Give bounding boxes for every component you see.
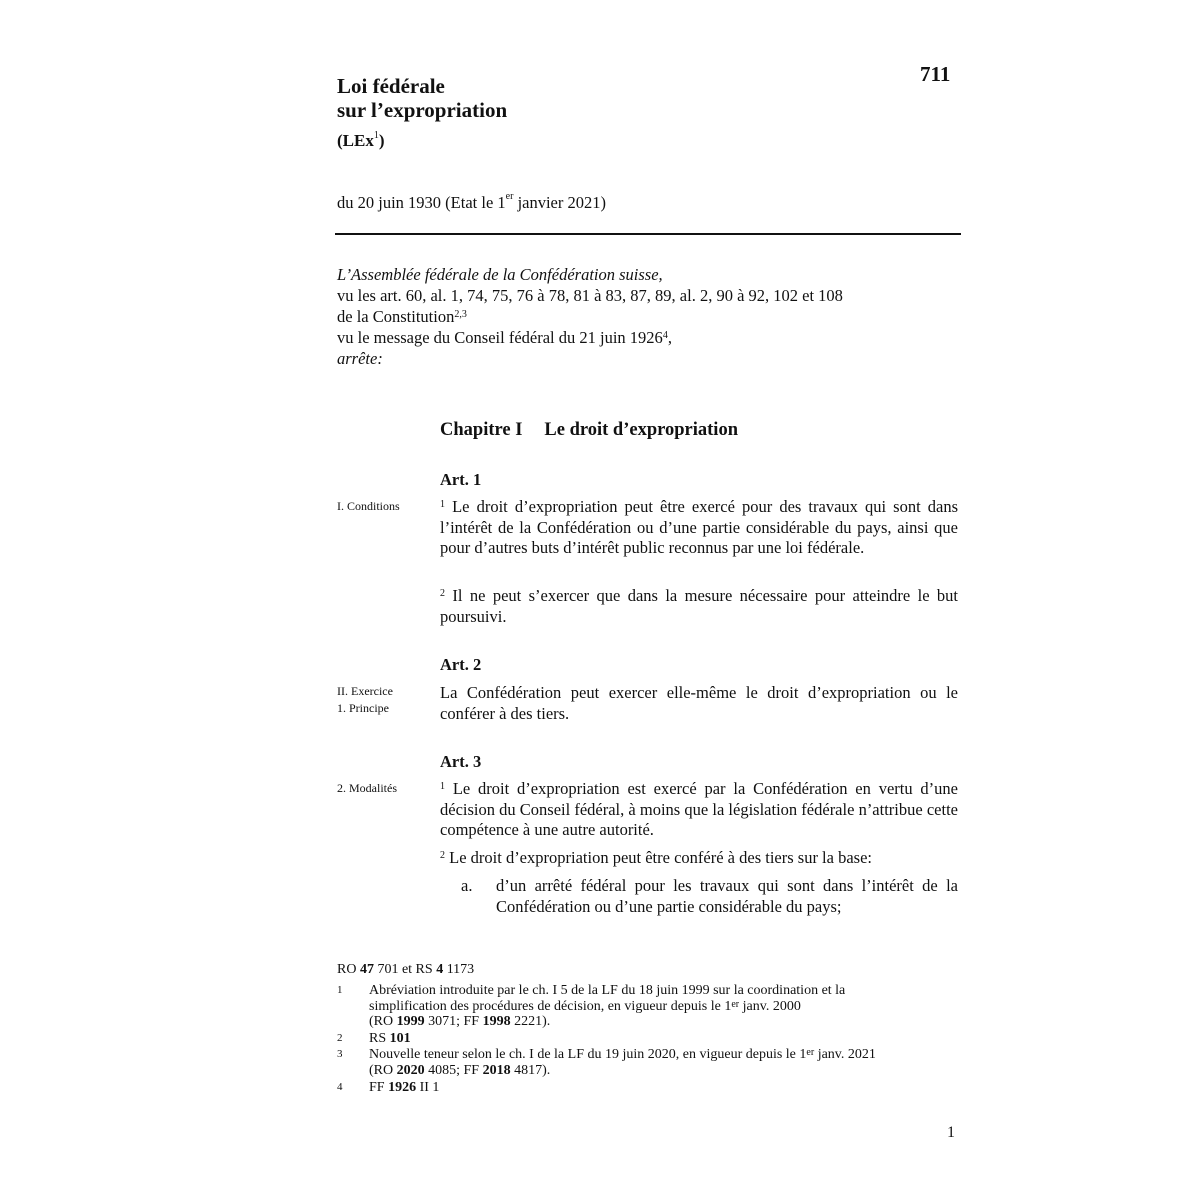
margin-note: I. Conditions [337,499,400,513]
article-paragraph: $^1$ Le droit d’expropriation est exercé par la Confédération en vertu d’une décision du Conseil fédéral, à moins que la législation fédérale n’attribue cette compétence à une autre autorité. [440,779,958,839]
preamble-line: de la Constitution$^{2,3}$ [337,307,467,326]
article-heading: Art. 1 [440,470,482,489]
footnote-ref[interactable]: 1 [373,130,379,141]
margin-note: 2. Modalités [337,781,397,795]
preamble-decree: arrête: [337,349,383,368]
article-paragraph: $^2$ Le droit d’expropriation peut être conféré à des tiers sur la base: [440,848,872,867]
footnote: 1 Abréviation introduite par le ch. I 5 de la LF du 18 juin 1999 sur la coordination et la simplification des procédures de décision, en vigueur depuis le 1er janv. 2000 (RO 1999 3071; FF 1998 2221). [337,983,846,1029]
chapter-heading: Chapitre I Le droit d’expropriation [440,420,738,440]
page-number: 1 [947,1124,955,1141]
article-paragraph: La Confédération peut exercer elle-même le droit d’expropriation ou le conférer à des tiers. [440,683,958,723]
margin-note: II. Exercice 1. Principe [337,684,393,715]
rs-number: 711 [920,62,951,86]
footnote: 2 RS 101 [337,1031,411,1046]
preamble-assembly: L’Assemblée fédérale de la Confédération suisse, [337,265,663,284]
footnote-ref[interactable]: 4 [662,330,668,341]
article-heading: Art. 3 [440,752,482,771]
article-paragraph: $^1$ Le droit d’expropriation peut être exercé pour des travaux qui sont dans l’intérêt de la Confédération ou d’une partie considérable du pays, ainsi que pour d’autres buts d’intérêt public reconnus par une loi fédérale. [440,497,958,557]
footnote-ref[interactable]: 2,3 [454,309,467,320]
list-item: a. d’un arrêté fédéral pour les travaux qui sont dans l’intérêt de la Confédération ou d’une partie considérable du pays; [461,876,958,916]
article-paragraph: $^2$ Il ne peut s’exercer que dans la mesure nécessaire pour atteindre le but poursuivi. [440,586,958,626]
preamble-line: vu le message du Conseil fédéral du 21 juin 1926$^4$, [337,328,672,347]
preamble-line: vu les art. 60, al. 1, 74, 75, 76 à 78, 81 à 83, 87, 89, al. 2, 90 à 92, 102 et 108 [337,286,843,305]
law-title [337,74,507,122]
article-heading: Art. 2 [440,655,482,674]
law-title-line1: Loi fédérale [337,74,445,98]
source-reference: RO 47 701 et RS 4 1173 [337,962,475,977]
header-divider [335,233,961,235]
footnote: 3 Nouvelle teneur selon le ch. I de la LF du 19 juin 2020, en vigueur depuis le 1er janv. 2021 (RO 2020 4085; FF 2018 4817). [337,1047,876,1078]
law-title-line2: sur l’expropriation [337,98,508,122]
law-abbreviation: (LEx$^1$) [337,130,385,150]
law-date: du 20 juin 1930 (Etat le 1er janvier 2021) [337,191,606,212]
preamble [337,264,937,369]
footnote: 4 FF 1926 II 1 [337,1080,440,1095]
